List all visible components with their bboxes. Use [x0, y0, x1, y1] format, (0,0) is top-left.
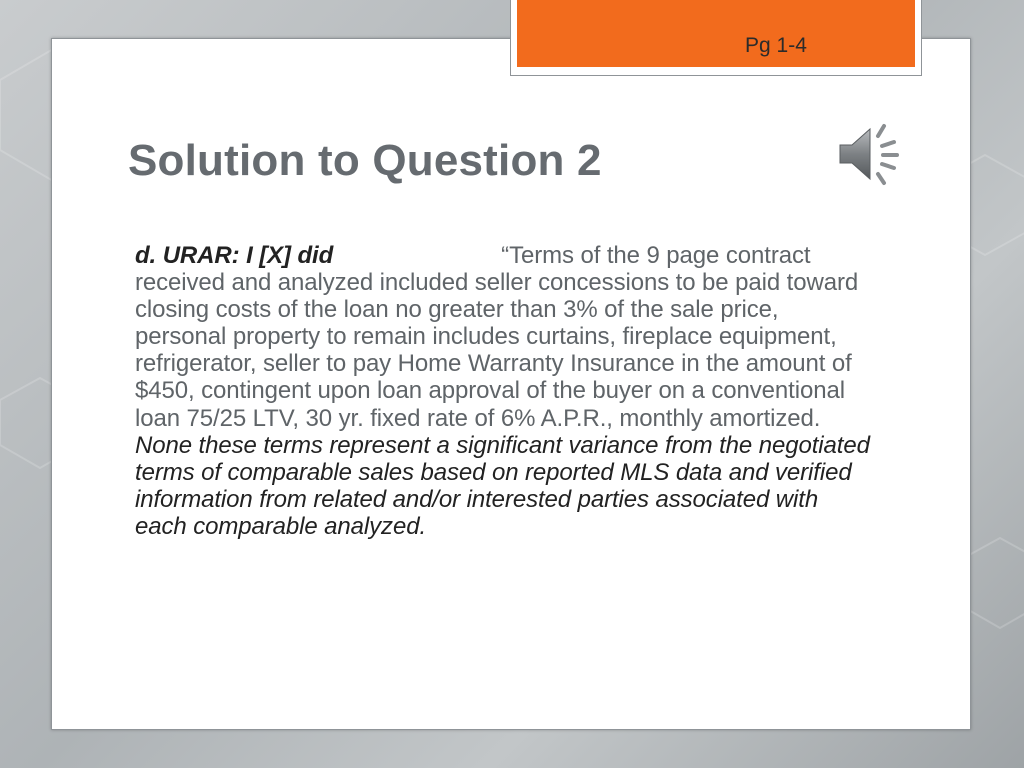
body-lead: d. URAR: I [X] did — [135, 242, 334, 269]
body-paragraph — [135, 242, 875, 540]
body-emphasis-text: None these terms represent a significant variance from the negotiated terms of comparable sales based on reported MLS data and verified information from related and/or interested parties associated with each comparable analyzed. — [135, 431, 870, 540]
body-quoted-text: “Terms of the 9 page contract received and analyzed included seller concessions to be paid toward closing costs of the loan no greater than 3% of the sale price, personal property to remain includes curtains, fireplace equipment, refrigerator, seller to pay Home Warranty Insurance in the amount of $450, contingent upon loan approval of the buyer on a conventional loan 75/25 LTV, 30 yr. fixed rate of 6% A.P.R., monthly amortized. — [135, 242, 859, 432]
page-tab — [510, 0, 922, 76]
page-tab-accent — [517, 0, 915, 67]
speaker-icon[interactable] — [834, 118, 906, 190]
page-number-label: Pg 1-4 — [745, 34, 807, 57]
slide-title: Solution to Question 2 — [128, 136, 602, 185]
